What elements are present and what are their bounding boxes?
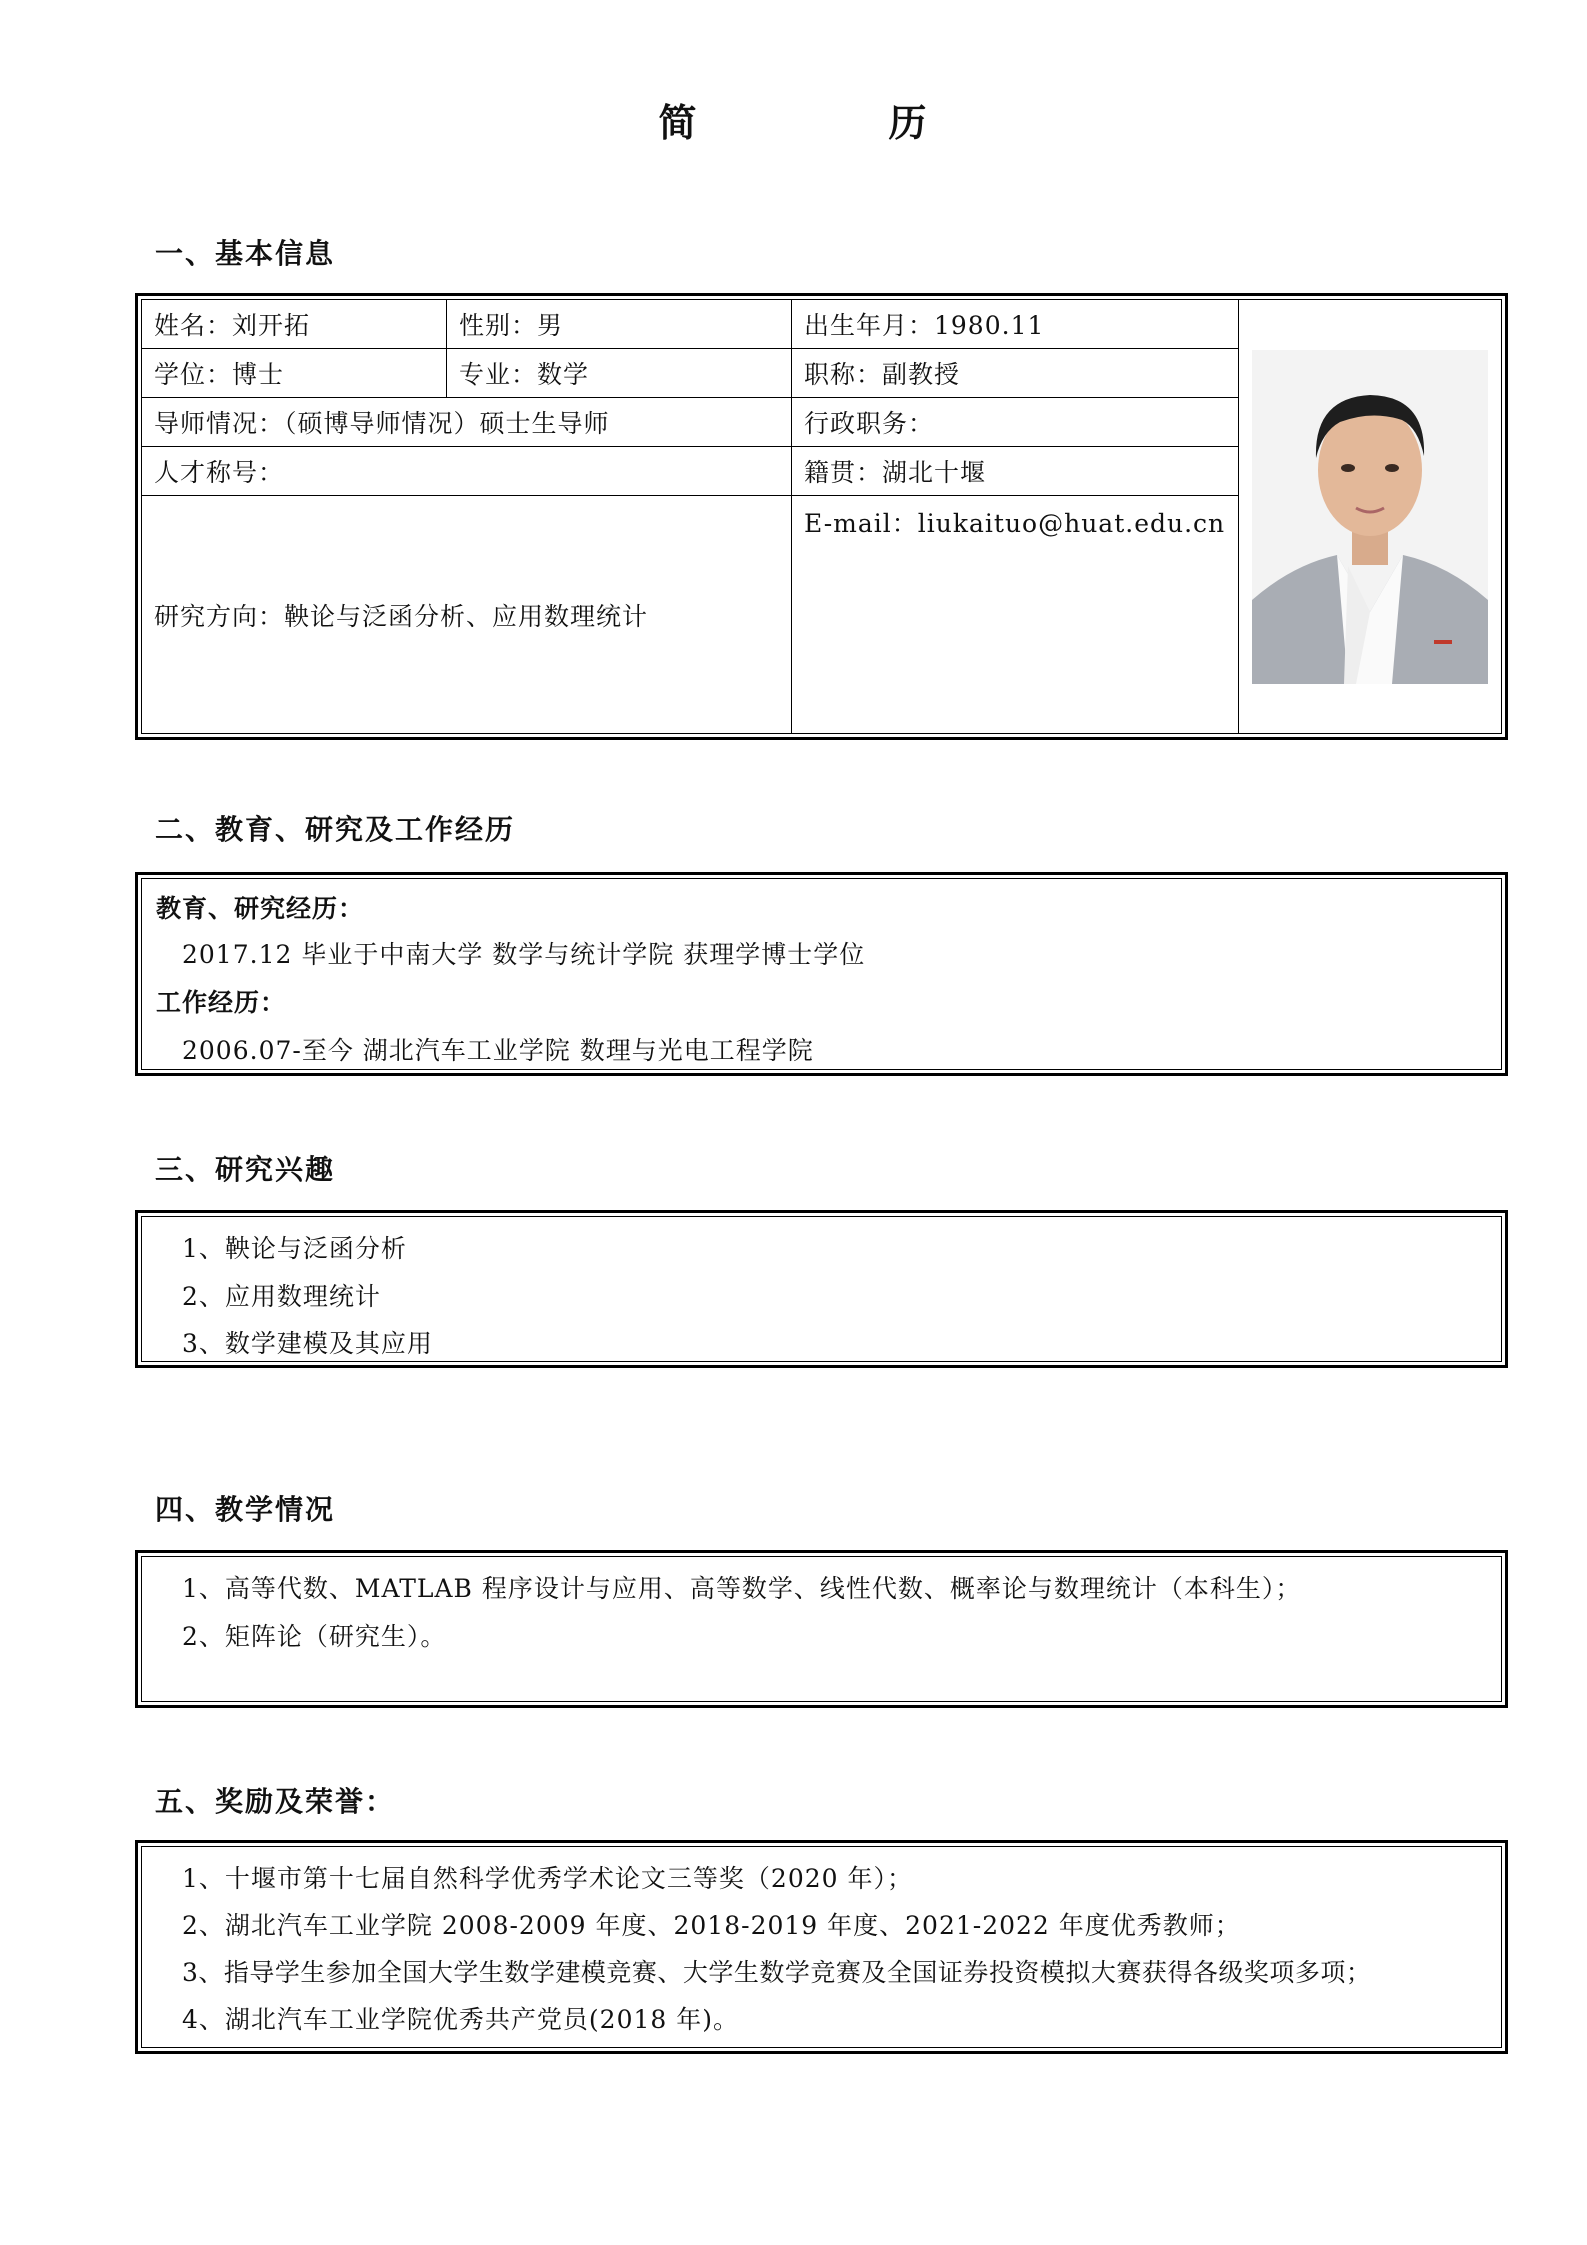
interest-item-2: 2、应用数理统计 — [182, 1282, 381, 1311]
awards-box — [135, 1840, 1508, 2054]
work-heading: 工作经历： — [156, 988, 287, 1017]
hometown-cell: 籍贯：湖北十堰 — [792, 447, 1239, 496]
basic-info-table — [135, 293, 1508, 740]
page-title — [0, 92, 1587, 147]
email-cell: E-mail：liukaituo@huat.edu.cn — [792, 496, 1239, 734]
award-item-3: 3、指导学生参加全国大学生数学建模竞赛、大学生数学竞赛及全国证券投资模拟大赛获得各级奖项多项； — [182, 1958, 1372, 1987]
section-heading-interests: 三、研究兴趣 — [155, 1153, 336, 1186]
photo-cell — [1239, 300, 1502, 734]
talent-cell: 人才称号： — [142, 447, 792, 496]
gender-cell: 性别：男 — [447, 300, 792, 349]
edu-heading: 教育、研究经历： — [156, 894, 365, 923]
degree-cell: 学位：博士 — [142, 349, 447, 398]
award-item-4: 4、湖北汽车工业学院优秀共产党员(2018 年)。 — [182, 2005, 739, 2034]
section-heading-awards: 五、奖励及荣誉： — [155, 1785, 396, 1818]
teaching-item-2: 2、矩阵论（研究生）。 — [182, 1622, 447, 1651]
education-box — [135, 872, 1508, 1076]
interest-item-1: 1、鞅论与泛函分析 — [182, 1234, 407, 1263]
section-heading-basic: 一、基本信息 — [155, 237, 336, 270]
interest-item-3: 3、数学建模及其应用 — [182, 1329, 433, 1358]
admin-cell: 行政职务： — [792, 398, 1239, 447]
award-item-1: 1、十堰市第十七届自然科学优秀学术论文三等奖（2020 年）； — [182, 1864, 913, 1893]
title-char-1: 简 — [658, 100, 699, 145]
section-heading-teaching: 四、教学情况 — [155, 1493, 336, 1526]
teaching-box — [135, 1550, 1508, 1708]
award-item-2: 2、湖北汽车工业学院 2008-2009 年度、2018-2019 年度、2021-2022 年度优秀教师； — [182, 1911, 1241, 1940]
title-char-2: 历 — [888, 100, 929, 145]
work-item: 2006.07-至今 湖北汽车工业学院 数理与光电工程学院 — [182, 1036, 814, 1065]
birth-cell: 出生年月：1980.11 — [792, 300, 1239, 349]
edu-item: 2017.12 毕业于中南大学 数学与统计学院 获理学博士学位 — [182, 940, 866, 969]
name-cell: 姓名：刘开拓 — [142, 300, 447, 349]
avatar — [1252, 350, 1488, 684]
interests-box — [135, 1210, 1508, 1368]
teaching-item-1: 1、高等代数、MATLAB 程序设计与应用、高等数学、线性代数、概率论与数理统计（本科生）； — [182, 1574, 1302, 1603]
title-cell: 职称：副教授 — [792, 349, 1239, 398]
research-cell: 研究方向：鞅论与泛函分析、应用数理统计 — [142, 496, 792, 734]
advisor-cell: 导师情况：（硕博导师情况）硕士生导师 — [142, 398, 792, 447]
major-cell: 专业：数学 — [447, 349, 792, 398]
section-heading-education: 二、教育、研究及工作经历 — [155, 813, 516, 846]
